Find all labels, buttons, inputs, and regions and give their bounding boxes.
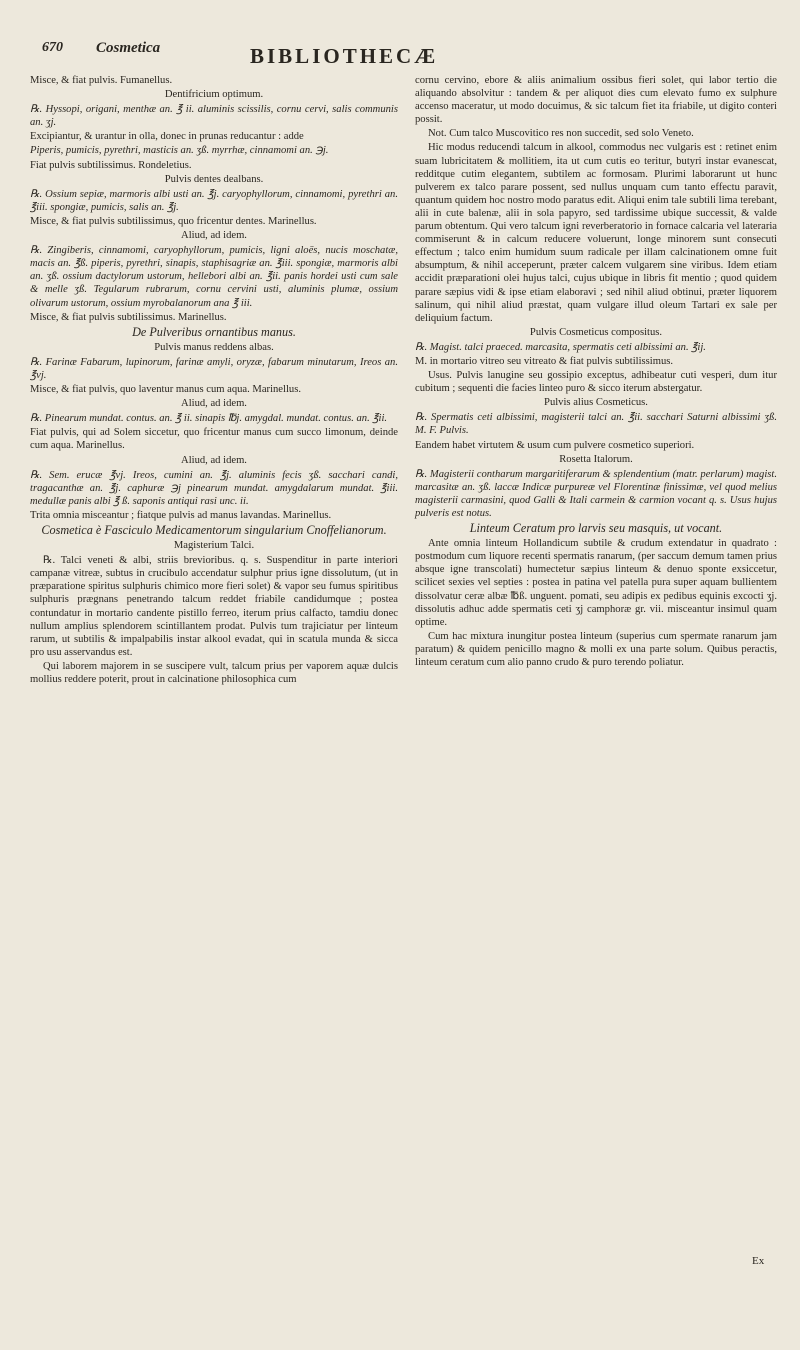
- paragraph: Excipiantur, & urantur in olla, donec in prunas reducantur : adde: [30, 131, 304, 143]
- paragraph: Eandem habet virtutem & usum cum pulvere cosmetico superiori.: [415, 439, 695, 451]
- catchword: Ex: [752, 1255, 765, 1267]
- indented-paragraph: Ante omnia linteum Hollandicum subtile & crudum extendatur in quadrato : postmodum cum liquore recenti spermatis ranarum, (per saccum demum tamen prius absque igne transcolati) humectetur sæpius linteum & denuo sponte exsiccetur, scilicet sexies vel septies : postea in patina vel patella pura super aquam bullientem dissolvatur ceræ albæ ℔ß. unguent. pomati, seu adipis ex pedibus equinis excocti ʒj. dissolutis adhuc adde spermatis ceti ʒj camphoræ gr. vii. misceantur insimul quam optime.: [415, 538, 777, 628]
- indented-paragraph: Hic modus reducendi talcum in alkool, commodus nec vulgaris est : retinet enim suam lubricitatem & mollitiem, ita ut cum cutis eo teritur, butyri instar evanescat, redditque cutim elegantem, subtilem ac formosam. Plurimi laborarunt ut hunc pulverem ex talco parare possent, sed nullus unquam cum tanto effectu paravit, quantum quidem hoc nostro modo paratus edit. Aliqui enim tale subtili lima terebant, alii in cute balenæ, alii in sola papyro, sed tardissime ubique successit, & valde parum obtentum. Qui vero talcum igni reverberatorio in fornace calcaria vel lateraria commiserunt & in calcum reducere voluerunt, longe minorem sunt consecuti effectum ; talco enim humidum suum radicale per illam calcinationem omne fuit absumptum, & nihil acceperunt, præter calcem vulgarem sine viribus. Idem etiam accidit præparationi olei hujus talci, cujus ubique in libris fit mentio ; quod quidem parare sæpius vidi & ipse etiam elaboravi ; sed nihil aliud obtinui, præter liquorem salinum, qui nihil aliud præstat, quam vulgare illud oleum Tartari ex sale per deliquium factum.: [415, 142, 777, 324]
- recipe-line: ℞. Hyssopi, origani, menthæ an. ℥ ii. aluminis scissilis, cornu cervi, salis communis an. ʒj.: [30, 104, 398, 129]
- italic-heading: De Pulveribus ornantibus manus.: [132, 324, 296, 339]
- recipe-line: ℞. Spermatis ceti albissimi, magisterii talci an. ℥ii. sacchari Saturni albissimi ʒß. M. F. Pulvis.: [415, 412, 777, 437]
- centered-heading: Dentifricium optimum.: [164, 89, 264, 101]
- indented-paragraph: Cum hac mixtura inungitur postea linteum (superius cum spermate ranarum jam paratum) & quidem penicillo magno & molli ex una parte solum. Quibus peractis, linteum ceratum cum alio panno crudo & puro terendo poliatur.: [415, 630, 777, 669]
- paragraph: M. in mortario vitreo seu vitreato & fiat pulvis subtilissimus.: [415, 355, 674, 367]
- recipe-line: ℞. Magisterii contharum margaritiferarum & splendentium (matr. perlarum) magist. marcasitæ an. ʒß. laccæ Indicæ purpureæ vel Florentinæ finissimæ, vel quod melius magisterii carmasini, quod Galli & Itali carmein & carmion vocant q. s. Usus hujus pulveris est notus.: [415, 468, 777, 519]
- paragraph: Fiat pulvis subtilissimus. Rondeletius.: [30, 159, 192, 171]
- recipe-line: Piperis, pumicis, pyrethri, masticis an. ʒß. myrrhæ, cinnamomi an. ℈j.: [30, 145, 329, 157]
- paragraph: cornu cervino, ebore & aliis animalium ossibus fieri solet, qui labor tertio die aliquando absolvitur : tandem & per aliquot dies cum elevato fumo ex sulphure accenso maceratur, ut modo docuimus, & sic talcum fiet ita friabile, ut digito conteri possit.: [415, 75, 777, 126]
- page-header: [0, 0, 800, 30]
- centered-heading: Pulvis Cosmeticus compositus.: [529, 326, 663, 338]
- paragraph: Fiat pulvis, qui ad Solem siccetur, quo fricentur manus cum succo limonum, deinde cum aqua. Marinellus.: [30, 427, 398, 452]
- recipe-line: ℞. Farinæ Fabarum, lupinorum, farinæ amyli, oryzæ, fabarum minutarum, Ireos an. ℥vj.: [30, 356, 398, 381]
- centered-heading: Aliud, ad idem.: [181, 398, 247, 410]
- recipe-line: ℞. Sem. erucæ ℥vj. Ireos, cumini an. ℥j. aluminis fecis ʒß. sacchari candi, tragacanthæ an. ℥j. caphuræ ℈j pinearum mundat. amygdalarum mundat. ℥iii. medullæ panis albi ℥ ß. saponis antiqui rasi unc. ii.: [30, 469, 398, 507]
- centered-heading: Rosetta Italorum.: [559, 453, 633, 465]
- section-title: Cosmetica: [96, 40, 161, 56]
- recipe-line: ℞. Ossium sepiæ, marmoris albi usti an. ℥j. caryophyllorum, cinnamomi, pyrethri an. ℥iii. spongiæ, pumicis, salis an. ℥j.: [30, 188, 398, 213]
- paragraph: Misce, & fiat pulvis subtilissimus, quo fricentur dentes. Marinellus.: [30, 215, 317, 227]
- recipe-line: ℞. Pinearum mundat. contus. an. ℥ ii. sinapis ℔j. amygdal. mundat. contus. an. ℥ii.: [30, 413, 388, 425]
- indented-paragraph: Not. Cum talco Muscovitico res non succedit, sed solo Veneto.: [428, 128, 694, 140]
- paragraph: Misce, & fiat pulvis, quo laventur manus cum aqua. Marinellus.: [30, 384, 301, 396]
- indented-paragraph: Usus. Pulvis lanugine seu gossipio exceptus, adhibeatur cuti vesperi, dum itur cubitum ; sequenti die facies linteo puro & sicco iterum abstergatur.: [415, 370, 777, 395]
- centered-heading: Pulvis manus reddens albas.: [154, 341, 274, 353]
- centered-heading: Magisterium Talci.: [173, 540, 255, 552]
- centered-heading: Aliud, ad idem.: [181, 230, 247, 242]
- recipe-line: ℞. Magist. talci praeced. marcasita, spermatis ceti albissimi an. ℥ij.: [415, 341, 706, 353]
- indented-paragraph: Qui laborem majorem in se suscipere vult, talcum prius per vaporem aquæ dulcis mollius reddere poterit, prout in calcinatione philosophica cum: [30, 660, 398, 686]
- indented-paragraph: ℞. Talci veneti & albi, striis brevioribus. q. s. Suspenditur in parte interiori campanæ vitreæ, subtus in crucibulo accendatur sulphur prius igne dissolutum, (ut in præparatione spiritus sulphuris chimico more fieri solet) & vapor seu fumus spiritibus sulphuris prægnans penetrando talcum reddet friabile candidumque ; postea contundatur in mortario candente pistillo ferreo, iterum prius calfacto, tamdiu donec nullum amplius splendorem scintillantem prodat. Pulvis tum trajiciatur per linteum rarum, ut subtilis & impalpabilis instar alkool evadat, qui in scatula munda & sicca pro usu asservandus est.: [30, 555, 398, 658]
- italic-heading: Cosmetica è Fasciculo Medicamentorum singularium Cnoffelianorum.: [41, 523, 387, 537]
- centered-heading: Aliud, ad idem.: [181, 454, 247, 466]
- paragraph: Misce, & fiat pulvis subtilissimus. Marinellus.: [30, 311, 227, 323]
- paragraph: Misce, & fiat pulvis. Fumanellus.: [30, 75, 173, 86]
- running-title: BIBLIOTHECÆ: [250, 44, 439, 68]
- centered-heading: Pulvis dentes dealbans.: [164, 173, 264, 185]
- italic-heading: Linteum Ceratum pro larvis seu masquis, ut vocant.: [469, 521, 723, 536]
- page-number: 670: [42, 40, 63, 55]
- left-column: [30, 74, 398, 687]
- centered-heading: Pulvis alius Cosmeticus.: [544, 397, 648, 409]
- recipe-line: ℞. Zingiberis, cinnamomi, caryophyllorum, pumicis, ligni aloës, nucis moschatæ, macis an. ℥ß. piperis, pyrethri, sinapis, staphisagriæ an. ℥iii. spongiæ, marmoris albi an. ʒß. ossium dactylorum ustorum, hellebori albi an. ℥ii. panis hordei usti cum sale & melle ʒß. Tegularum rubrarum, cornu cervini usti, aluminis plumæ, ossium olivarum ustorum, ossium myrobalanorum ana ℥ iii.: [30, 245, 398, 309]
- right-column: [415, 74, 777, 670]
- paragraph: Trita omnia misceantur ; fiatque pulvis ad manus lavandas. Marinellus.: [30, 509, 332, 521]
